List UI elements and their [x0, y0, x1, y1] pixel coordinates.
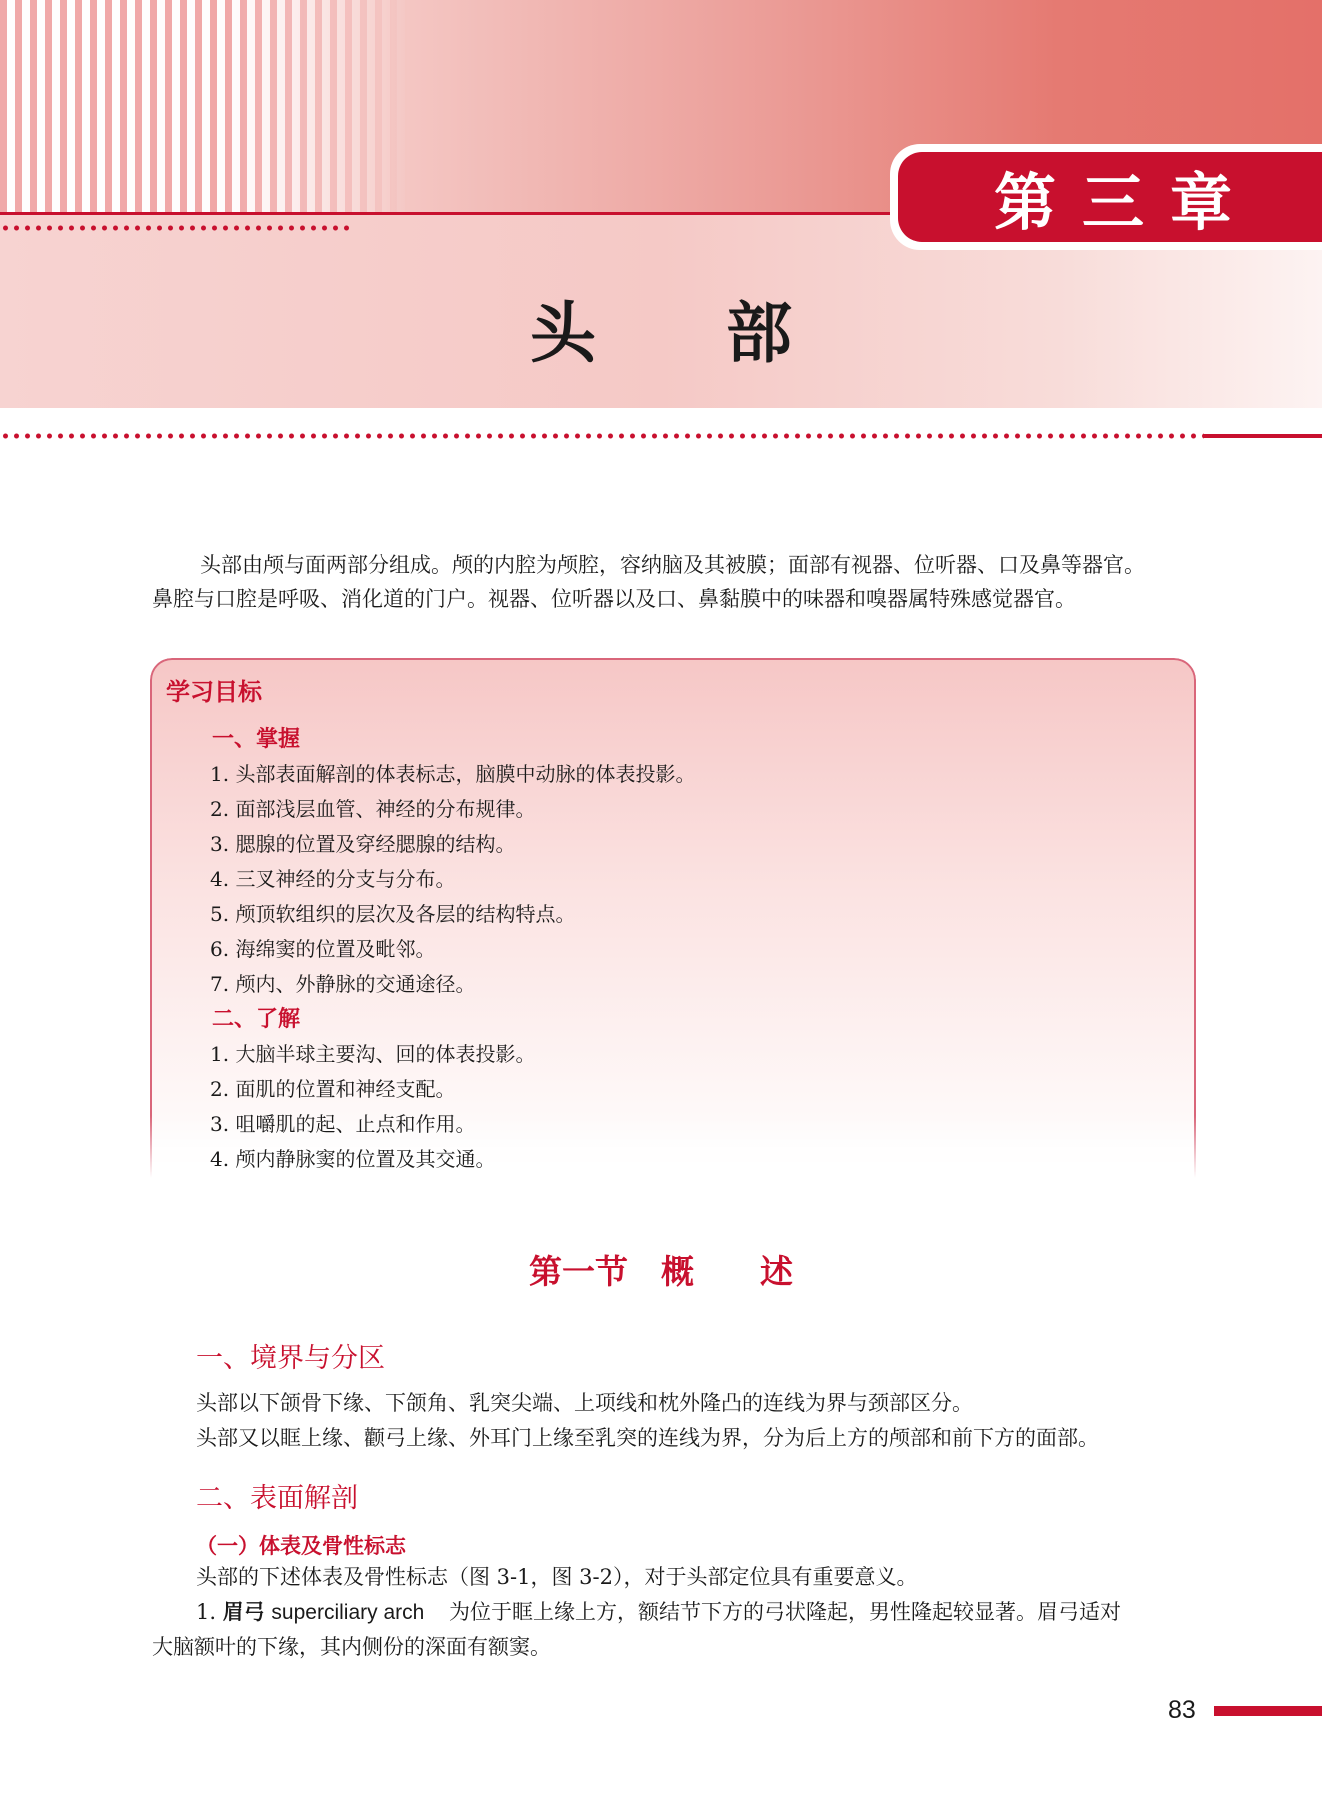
- landmark-item-1-cont: 大脑额叶的下缘，其内侧份的深面有额窦。: [152, 1635, 551, 1659]
- header-dotted-line: [0, 224, 352, 232]
- objective-item: 3. 腮腺的位置及穿经腮腺的结构。: [210, 832, 516, 856]
- objective-item: 2. 面部浅层血管、神经的分布规律。: [210, 797, 536, 821]
- landmark-item-1: [196, 1595, 1121, 1630]
- intro-paragraph: [152, 548, 1202, 616]
- subsection-heading-surface-anatomy: 二、表面解剖: [196, 1483, 358, 1514]
- objectives-heading: 学习目标: [166, 678, 262, 706]
- objective-item: 3. 咀嚼肌的起、止点和作用。: [210, 1112, 476, 1136]
- chapter-tab: [898, 152, 1322, 242]
- boundary-line-1: 头部以下颌骨下缘、下颌角、乳突尖端、上项线和枕外隆凸的连线为界与颈部区分。: [196, 1391, 973, 1415]
- item-text: 为位于眶上缘上方，额结节下方的弓状隆起，男性隆起较显著。眉弓适对: [449, 1600, 1121, 1624]
- intro-line-1: 头部由颅与面两部分组成。颅的内腔为颅腔，容纳脑及其被膜；面部有视器、位听器、口及鼻等器官。: [200, 553, 1145, 577]
- header-stripes-decoration: [0, 0, 410, 214]
- objective-item: 1. 大脑半球主要沟、回的体表投影。: [210, 1042, 536, 1066]
- item-number: 1.: [196, 1600, 217, 1624]
- objective-item: 6. 海绵窦的位置及毗邻。: [210, 937, 436, 961]
- objectives-understand-label: 二、了解: [212, 1007, 301, 1032]
- sub-subsection-heading: （一）体表及骨性标志: [196, 1534, 406, 1558]
- objective-item: 7. 颅内、外静脉的交通途径。: [210, 972, 476, 996]
- title-dotted-line: [0, 432, 1204, 440]
- page-number-rule: [1214, 1706, 1322, 1716]
- boundary-line-2: 头部又以眶上缘、颧弓上缘、外耳门上缘至乳突的连线为界，分为后上方的颅部和前下方的面部。: [196, 1426, 1099, 1450]
- objective-item: 1. 头部表面解剖的体表标志，脑膜中动脉的体表投影。: [210, 762, 696, 786]
- title-rule: [1204, 434, 1322, 438]
- page-number: 83: [1168, 1696, 1196, 1724]
- objectives-master-label: 一、掌握: [212, 727, 301, 752]
- objective-item: 5. 颅顶软组织的层次及各层的结构特点。: [210, 902, 576, 926]
- chapter-label: 第三章: [993, 165, 1258, 239]
- term-zh: 眉弓: [222, 1600, 265, 1624]
- landmarks-intro-line: 头部的下述体表及骨性标志（图 3-1，图 3-2），对于头部定位具有重要意义。: [196, 1565, 918, 1589]
- intro-line-2: 鼻腔与口腔是呼吸、消化道的门户。视器、位听器以及口、鼻黏膜中的味器和嗅器属特殊感觉器官。: [152, 587, 1076, 611]
- objective-item: 2. 面肌的位置和神经支配。: [210, 1077, 456, 1101]
- term-en: superciliary arch: [271, 1601, 425, 1624]
- objective-item: 4. 三叉神经的分支与分布。: [210, 867, 456, 891]
- chapter-title: 头部: [530, 295, 922, 372]
- section-title: 第一节 概 述: [529, 1252, 793, 1291]
- header-rule: [0, 212, 900, 215]
- objective-item: 4. 颅内静脉窦的位置及其交通。: [210, 1147, 496, 1171]
- subsection-heading-boundary: 一、境界与分区: [196, 1343, 385, 1374]
